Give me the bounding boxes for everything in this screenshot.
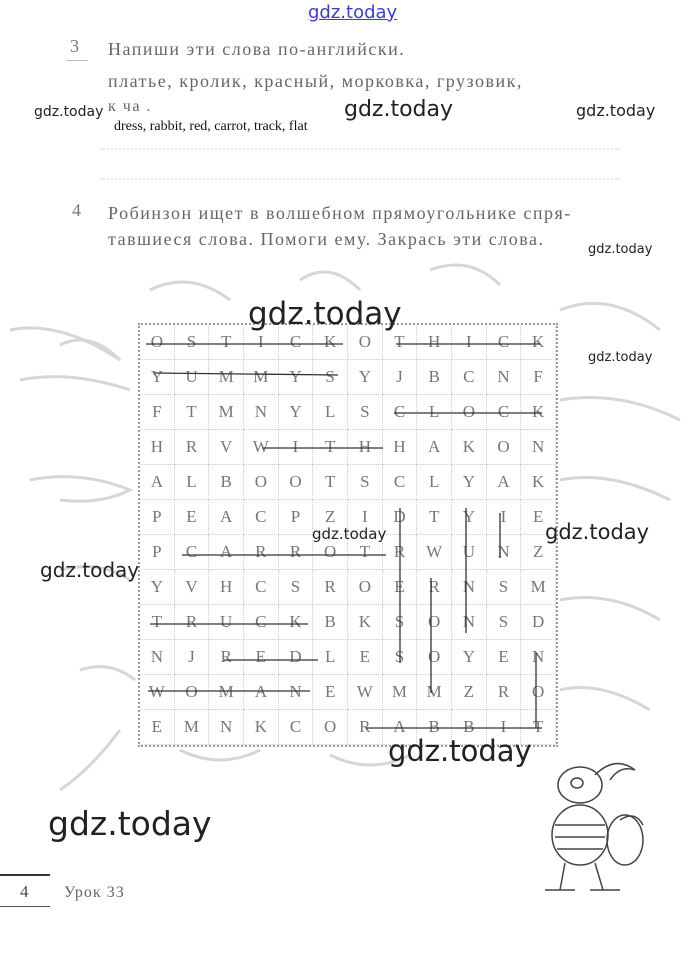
grid-letter: E xyxy=(175,500,210,535)
grid-letter: V xyxy=(209,430,244,465)
grid-letter: P xyxy=(140,535,175,570)
watermark: gdz.today xyxy=(588,242,653,257)
grid-letter: O xyxy=(313,535,348,570)
grid-letter: W xyxy=(140,675,175,710)
watermark: gdz.today xyxy=(34,104,104,120)
grid-letter: Y xyxy=(452,500,487,535)
grid-letter: U xyxy=(209,605,244,640)
grid-letter: H xyxy=(209,570,244,605)
grid-letter: T xyxy=(417,500,452,535)
grid-letter: U xyxy=(452,535,487,570)
grid-letter: O xyxy=(452,395,487,430)
grid-letter: C xyxy=(175,535,210,570)
grid-letter: Z xyxy=(313,500,348,535)
grid-letter: Y xyxy=(140,360,175,395)
grid-letter: I xyxy=(279,430,314,465)
grid-letter: B xyxy=(417,360,452,395)
exercise-4-line2: тавшиеся слова. Помоги ему. Закрась эти слова. xyxy=(108,229,545,249)
watermark: gdz.today xyxy=(248,296,402,332)
grid-letter: S xyxy=(383,605,418,640)
grid-letter: M xyxy=(521,570,556,605)
grid-letter: E xyxy=(313,675,348,710)
grid-letter: E xyxy=(348,640,383,675)
grid-letter: A xyxy=(140,465,175,500)
exercise-3-answer: dress, rabbit, red, carrot, track, flat xyxy=(114,119,308,134)
watermark: gdz.today xyxy=(588,350,653,365)
grid-letter: E xyxy=(487,640,522,675)
grid-letter: H xyxy=(417,325,452,360)
grid-letter: C xyxy=(452,360,487,395)
grid-letter: O xyxy=(175,675,210,710)
grid-letter: H xyxy=(383,430,418,465)
grid-letter: O xyxy=(487,430,522,465)
grid-letter: F xyxy=(140,395,175,430)
grid-letter: D xyxy=(521,605,556,640)
grid-letter: N xyxy=(452,570,487,605)
grid-letter: C xyxy=(279,710,314,745)
grid-letter: M xyxy=(383,675,418,710)
grid-letter: L xyxy=(417,395,452,430)
grid-letter: R xyxy=(175,605,210,640)
grid-letter: V xyxy=(175,570,210,605)
grid-letter: K xyxy=(521,395,556,430)
grid-letter: S xyxy=(279,570,314,605)
grid-letter: N xyxy=(521,640,556,675)
grid-letter: O xyxy=(348,325,383,360)
grid-letter: Z xyxy=(452,675,487,710)
grid-letter: A xyxy=(209,500,244,535)
exercise-4-number: 4 xyxy=(72,200,81,220)
grid-letter: O xyxy=(244,465,279,500)
grid-letter: S xyxy=(175,325,210,360)
grid-letter: D xyxy=(279,640,314,675)
grid-letter: C xyxy=(244,500,279,535)
grid-letter: Y xyxy=(452,640,487,675)
grid-letter: N xyxy=(140,640,175,675)
grid-letter: R xyxy=(417,570,452,605)
watermark: gdz.today xyxy=(388,734,532,768)
exercise-3-instruction: Напиши эти слова по-английски. xyxy=(108,39,406,59)
grid-letter: Z xyxy=(521,535,556,570)
grid-letter: T xyxy=(175,395,210,430)
grid-letter: T xyxy=(313,430,348,465)
grid-letter: R xyxy=(487,675,522,710)
grid-letter: E xyxy=(140,710,175,745)
grid-letter: O xyxy=(417,605,452,640)
grid-letter: S xyxy=(348,395,383,430)
grid-letter: Y xyxy=(279,360,314,395)
grid-letter: C xyxy=(279,325,314,360)
grid-letter: D xyxy=(383,500,418,535)
grid-letter: R xyxy=(279,535,314,570)
grid-letter: A xyxy=(244,675,279,710)
grid-letter: A xyxy=(487,465,522,500)
grid-letter: J xyxy=(175,640,210,675)
grid-letter: W xyxy=(244,430,279,465)
watermark: gdz.today xyxy=(312,525,387,543)
grid-letter: B xyxy=(417,710,452,745)
grid-letter: H xyxy=(348,430,383,465)
exercise-3-underline xyxy=(66,60,88,61)
grid-letter: K xyxy=(313,325,348,360)
grid-letter: C xyxy=(487,325,522,360)
answer-line xyxy=(100,178,620,180)
grid-letter: K xyxy=(279,605,314,640)
grid-letter: R xyxy=(244,535,279,570)
grid-letter: I xyxy=(244,325,279,360)
page-number: 4 xyxy=(20,882,29,901)
grid-letter: T xyxy=(140,605,175,640)
grid-letter: F xyxy=(521,360,556,395)
grid-letter: C xyxy=(244,605,279,640)
grid-letter: R xyxy=(348,710,383,745)
grid-letter: L xyxy=(313,395,348,430)
grid-letter: K xyxy=(348,605,383,640)
grid-letter: O xyxy=(521,675,556,710)
grid-letter: K xyxy=(452,430,487,465)
robinson-illustration xyxy=(525,745,675,895)
grid-letter: S xyxy=(313,360,348,395)
grid-letter: C xyxy=(383,465,418,500)
grid-letter: C xyxy=(383,395,418,430)
watermark: gdz.today xyxy=(48,804,212,843)
grid-letter: M xyxy=(175,710,210,745)
grid-letter: K xyxy=(521,325,556,360)
grid-letter: I xyxy=(487,500,522,535)
grid-letter: I xyxy=(487,710,522,745)
grid-letter: E xyxy=(521,500,556,535)
grid-letter: O xyxy=(417,640,452,675)
grid-letter: S xyxy=(348,465,383,500)
grid-letter: T xyxy=(383,325,418,360)
grid-letter: W xyxy=(417,535,452,570)
grid-letter: M xyxy=(209,360,244,395)
grid-letter: A xyxy=(383,710,418,745)
grid-letter: L xyxy=(313,640,348,675)
grid-letter: B xyxy=(313,605,348,640)
grid-letter: C xyxy=(487,395,522,430)
grid-letter: C xyxy=(244,570,279,605)
grid-letter: N xyxy=(279,675,314,710)
grid-letter: N xyxy=(487,360,522,395)
grid-letter: J xyxy=(383,360,418,395)
exercise-4-line1: Робинзон ищет в волшебном прямоугольнике спря- xyxy=(108,203,572,223)
grid-letter: P xyxy=(279,500,314,535)
grid-letter: N xyxy=(452,605,487,640)
grid-letter: N xyxy=(244,395,279,430)
footer-rule xyxy=(0,906,50,907)
exercise-3-number: 3 xyxy=(70,36,79,56)
grid-letter: N xyxy=(487,535,522,570)
footer-rule xyxy=(0,874,50,876)
grid-letter: S xyxy=(487,570,522,605)
grid-letter: K xyxy=(521,465,556,500)
exercise-3-words-line1: платье, кролик, красный, морковка, грузовик, xyxy=(108,71,523,91)
grid-letter: M xyxy=(209,675,244,710)
grid-letter: Y xyxy=(348,360,383,395)
grid-letter: Y xyxy=(452,465,487,500)
grid-letter: S xyxy=(487,605,522,640)
grid-letter: T xyxy=(521,710,556,745)
grid-letter: R xyxy=(209,640,244,675)
grid-letter: M xyxy=(417,675,452,710)
grid-letter: A xyxy=(417,430,452,465)
grid-letter: M xyxy=(209,395,244,430)
grid-letter: T xyxy=(313,465,348,500)
grid-letter: O xyxy=(348,570,383,605)
grid-letter: I xyxy=(348,500,383,535)
grid-letter: K xyxy=(244,710,279,745)
grid-letter: H xyxy=(140,430,175,465)
grid-letter: Y xyxy=(279,395,314,430)
grid-letter: B xyxy=(209,465,244,500)
grid-letter: M xyxy=(244,360,279,395)
grid-letter: R xyxy=(175,430,210,465)
watermark-top[interactable]: gdz.today xyxy=(308,2,398,23)
watermark: gdz.today xyxy=(40,558,140,582)
grid-letter: I xyxy=(452,325,487,360)
grid-letter: Y xyxy=(140,570,175,605)
strike-line xyxy=(154,373,338,375)
grid-letter: R xyxy=(313,570,348,605)
grid-letter: P xyxy=(140,500,175,535)
grid-letter: E xyxy=(244,640,279,675)
grid-letter: T xyxy=(209,325,244,360)
watermark: gdz.today xyxy=(576,101,656,120)
grid-letter: L xyxy=(175,465,210,500)
grid-letter: O xyxy=(313,710,348,745)
grid-letter: R xyxy=(383,535,418,570)
answer-line xyxy=(100,148,620,150)
grid-letter: A xyxy=(209,535,244,570)
grid-letter: N xyxy=(209,710,244,745)
grid-letter: U xyxy=(175,360,210,395)
grid-letter: S xyxy=(383,640,418,675)
grid-letter: W xyxy=(348,675,383,710)
grid-letter: L xyxy=(417,465,452,500)
watermark: gdz.today xyxy=(545,520,650,544)
grid-letter: T xyxy=(348,535,383,570)
lesson-label: Урок 33 xyxy=(64,884,125,901)
grid-letter: E xyxy=(383,570,418,605)
grid-letter: B xyxy=(452,710,487,745)
grid-letter: O xyxy=(140,325,175,360)
grid-letter: N xyxy=(521,430,556,465)
watermark: gdz.today xyxy=(344,97,454,122)
grid-letter: O xyxy=(279,465,314,500)
exercise-3-words-line2: к ча . xyxy=(108,98,152,115)
